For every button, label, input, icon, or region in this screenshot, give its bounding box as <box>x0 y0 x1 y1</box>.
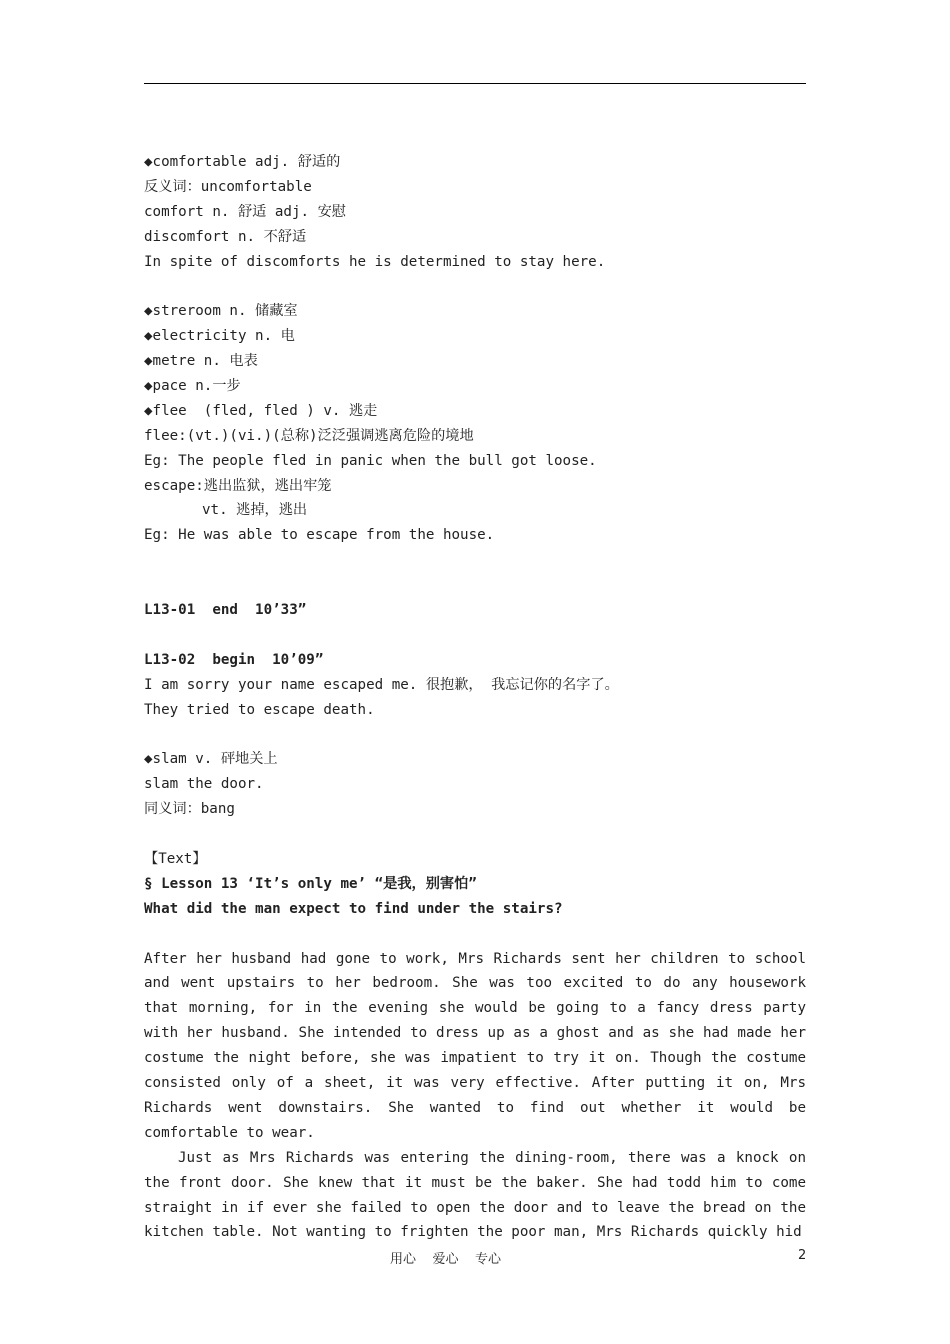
vocab-line: ◆streroom n. 储藏室 <box>144 303 298 320</box>
footer-motto: 用心 爱心 专心 <box>390 1252 502 1267</box>
audio-marker-end: L13-01 end 10’33” <box>144 602 307 619</box>
audio-marker-begin: L13-02 begin 10’09” <box>144 651 324 668</box>
vocab-line: flee:(vt.)(vi.)(总称)泛泛强调逃离危险的境地 <box>144 427 474 444</box>
example-sentence: Eg: He was able to escape from the house. <box>144 527 495 544</box>
vocab-line: ◆pace n.一步 <box>144 378 241 395</box>
page-number: 2 <box>798 1248 807 1263</box>
spacer <box>144 274 806 299</box>
spacer <box>144 722 806 747</box>
spacer <box>144 573 806 598</box>
spacer <box>144 822 806 847</box>
vocab-line: ◆flee (fled, fled ) v. 逃走 <box>144 402 378 419</box>
text-paragraph: Just as Mrs Richards was entering the dining-room, there was a knock on the front door. She knew that it must be the baker. She had todd him to come straight in if ever she failed to open the door and to leave the bread on the kitchen table. Not wanting to frighten the poor man, Mrs Richards quickly hid <box>144 1149 806 1241</box>
spacer <box>144 623 806 648</box>
lesson-question: What did the man expect to find under the stairs? <box>144 900 563 917</box>
vocab-line: ◆metre n. 电表 <box>144 353 258 370</box>
page-body <box>144 150 806 1245</box>
text-section-tag: 【Text】 <box>144 850 207 867</box>
header-rule <box>144 83 806 84</box>
vocab-line: comfort n. 舒适 adj. 安慰 <box>144 203 346 220</box>
vocab-line: 同义词：bang <box>144 801 235 818</box>
example-sentence: Eg: The people fled in panic when the bull got loose. <box>144 452 597 469</box>
spacer <box>144 922 806 947</box>
vocab-line: escape:逃出监狱，逃出牢笼 <box>144 477 332 494</box>
vocab-line: vt. 逃掉，逃出 <box>202 502 308 519</box>
vocab-line: ◆electricity n. 电 <box>144 328 295 345</box>
example-sentence: They tried to escape death. <box>144 701 375 718</box>
vocab-line: ◆slam v. 砰地关上 <box>144 751 278 768</box>
spacer <box>144 548 806 573</box>
lesson-title: § Lesson 13 ‘It’s only me’ “是我，别害怕” <box>144 875 477 892</box>
text-paragraph: After her husband had gone to work, Mrs Richards sent her children to school and went upstairs to her bedroom. She was too excited to do any housework that morning, for in the evening she would be going to a fancy dress party with her husband. She intended to dress up as a ghost and as she had made her costume the night before, she was impatient to try it on. Though the costume consisted only of a sheet, it was very effective. After putting it on, Mrs Richards went downstairs. She wanted to find out whether it would be comfortable to wear. <box>144 950 806 1141</box>
vocab-line: slam the door. <box>144 776 264 793</box>
vocab-line: 反义词：uncomfortable <box>144 178 312 195</box>
example-sentence: In spite of discomforts he is determined to stay here. <box>144 253 606 270</box>
vocab-line: discomfort n. 不舒适 <box>144 228 307 245</box>
vocab-line: ◆comfortable adj. 舒适的 <box>144 154 341 170</box>
example-sentence: I am sorry your name escaped me. 很抱歉， 我忘记你的名字了。 <box>144 676 619 693</box>
